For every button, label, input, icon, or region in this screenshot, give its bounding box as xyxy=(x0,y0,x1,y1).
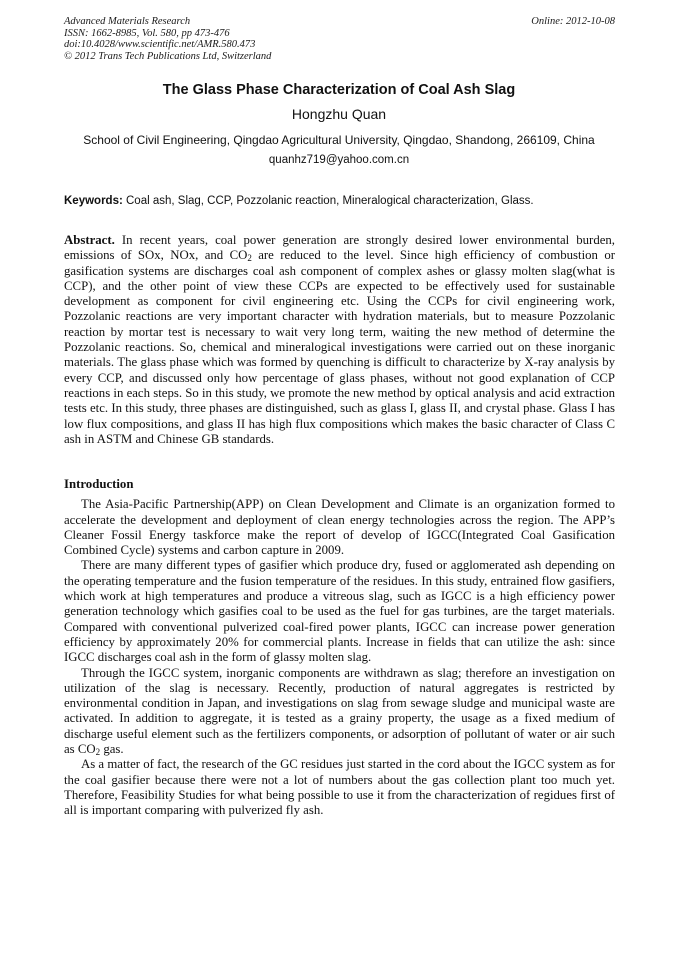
abstract-text-a: In recent years, coal power generation are strongly desired lower environmental burden, emissions of SOx, NOx, and CO xyxy=(64,233,615,263)
journal-name: Advanced Materials Research xyxy=(64,16,191,27)
online-date: Online: 2012-10-08 xyxy=(531,16,615,27)
journal-issn: ISSN: 1662-8985, Vol. 580, pp 473-476 xyxy=(64,27,230,39)
abstract xyxy=(64,233,615,447)
intro-p3-subscript: 2 xyxy=(95,747,101,758)
intro-paragraph-2: There are many different types of gasifier which produce dry, fused or agglomerated ash depending on the operating temperature and the fusion temperature of the residues. In this study, entrained flow gasifiers, which work at high temperatures and produce a vitreous slag, such as IGCC is a high efficiency power generation technology which gasifies coal to be used as the fuel for gas turbines, are the target materials. Compared with conventional pulverized coal-fired power plants, IGCC can increase power generation efficiency by approximately 20% for commercial plants. Increase in fields that can utilize the ash: since IGCC discharges coal ash in the form of glassy molten slag. xyxy=(64,558,615,665)
intro-paragraph-3 xyxy=(64,666,615,758)
intro-paragraph-1: The Asia-Pacific Partnership(APP) on Clean Development and Climate is an organization formed to accelerate the development and deployment of clean energy technologies across the region. The APP’s Cleaner Fossil Energy taskforce make the report of develop of IGCC(Integrated Coal Gasification Combined Cycle) systems and carbon capture in 2009. xyxy=(64,497,615,558)
intro-p3-text-a: Through the IGCC system, inorganic components are withdrawn as slag; therefore an investigation on utilization of the slag is necessary. Recently, production of natural aggregates is restricted by environmental condition in Japan, and investigations on slag from sewage sludge and municipal waste are activated. In addition to aggregate, it is tested as a grainy property, the usage as a fixed medium of discharge useful element such as the fertilizers components, or adsorption of pollutant of water or air such as CO xyxy=(64,665,615,757)
abstract-label: Abstract. xyxy=(64,233,115,247)
keywords-label: Keywords: xyxy=(64,195,123,207)
intro-paragraph-4: As a matter of fact, the research of the GC residues just started in the cord about the IGCC system as for the coal gasifier because there were not a lot of numbers about the gas collection plant too much yet. Therefore, Feasibility Studies for what being possible to use it from the characterization of regidues first of all is important comparing with pulverized fly ash. xyxy=(64,757,615,818)
keywords xyxy=(64,195,624,207)
author-affiliation: School of Civil Engineering, Qingdao Agricultural University, Qingdao, Shandong, 266109, China xyxy=(83,133,595,147)
journal-doi: doi:10.4028/www.scientific.net/AMR.580.473 xyxy=(64,39,256,50)
introduction-heading: Introduction xyxy=(64,477,134,491)
abstract-subscript: 2 xyxy=(247,253,252,264)
keywords-text: Coal ash, Slag, CCP, Pozzolanic reaction, Mineralogical characterization, Glass. xyxy=(122,195,534,207)
journal-header xyxy=(64,16,615,62)
introduction-section xyxy=(64,477,615,819)
abstract-paragraph xyxy=(64,233,615,447)
journal-copyright: © 2012 Trans Tech Publications Ltd, Switzerland xyxy=(64,50,272,62)
abstract-text-b: are reduced to the level. Since high efficiency of combustion or gasification systems are discharges coal ash component of complex ashes or glassy molten slag(what is CCP), and the other point of view these CCPs are expected to be effectively used for sustainable development as component for civil engineering etc. Using the CCPs for civil engineering work, Pozzolanic reactions are very important character with hydration materials, but to measure Pozzolanic reaction by mortar test is necessary to wait very long term, waiting the new method of determine the Pozzolanic reactions. So, chemical and mineralogical investigations were carried out on these inorganic materials. The glass phase which was formed by quenching is difficult to characterize by X-ray analysis by every CCP, and discussed only how percentage of glass phases, without not good explanation of CCP reactions in each steps. So in this study, we promote the new method by optical analysis and acid extraction tests etc. In this study, three phases are distinguished, such as glass I, glass II, and crystal phase. Glass I has low flux compositions, and glass II has high flux compositions which makes the basic character of Class C ash in ASTM and Chinese GB standards. xyxy=(64,248,615,446)
intro-p3-text-b: gas. xyxy=(100,742,124,757)
paper-author: Hongzhu Quan xyxy=(291,106,387,122)
author-email[interactable]: quanhz719@yahoo.com.cn xyxy=(268,154,410,166)
paper-title: The Glass Phase Characterization of Coal Ash Slag xyxy=(162,82,516,98)
